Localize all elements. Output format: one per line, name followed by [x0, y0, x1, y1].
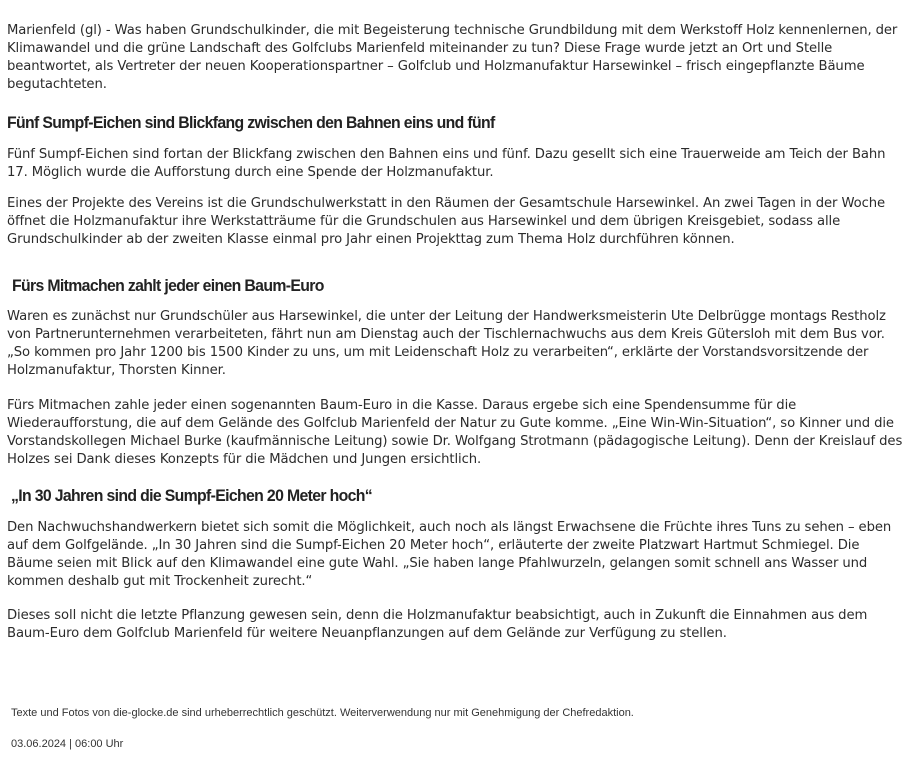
section-heading-1: Fünf Sumpf-Eichen sind Blickfang zwischen den Bahnen eins und fünf [7, 113, 495, 132]
copyright-notice: Texte und Fotos von die-glocke.de sind urheberrechtlich geschützt. Weiterverwendung nur mit Genehmigung der Chefredaktion. [11, 707, 634, 719]
publish-date: 03.06.2024 | 06:00 Uhr [11, 738, 124, 750]
section-heading-3: „In 30 Jahren sind die Sumpf-Eichen 20 Meter hoch“ [11, 486, 373, 505]
section-1-paragraph-1: Fünf Sumpf-Eichen sind fortan der Blickfang zwischen den Bahnen eins und fünf. Dazu gesellt sich eine Trauerweide am Teich der Bahn 17. Möglich wurde die Aufforstung durch eine Spende der Holzmanufaktur. [7, 147, 886, 180]
section-2-paragraph-2: Fürs Mitmachen zahle jeder einen sogenannten Baum-Euro in die Kasse. Daraus ergebe sich eine Spendensumme für die Wiederaufforstung, die auf dem Gelände des Golfclub Marienfeld der Natur zu Gute komme. „Eine Win-Win-Situation“, so Kinner und die Vorstandskollegen Michael Burke (kaufmännische Leitung) sowie Dr. Wolfgang Strotmann (pädagogische Leitung). Denn der Kreislauf des Holzes sei Dank dieses Konzepts für die Mädchen und Jungen ersichtlich. [7, 398, 903, 467]
section-3-paragraph-2: Dieses soll nicht die letzte Pflanzung gewesen sein, denn die Holzmanufaktur beabsichtigt, auch in Zukunft die Einnahmen aus dem Baum-Euro dem Golfclub Marienfeld für weitere Neuanpflanzungen auf dem Gelände zur Verfügung zu stellen. [7, 608, 868, 641]
intro-paragraph: Marienfeld (gl) - Was haben Grundschulkinder, die mit Begeisterung technische Grundbildung mit dem Werkstoff Holz kennenlernen, der Klimawandel und die grüne Landschaft des Golfclubs Marienfeld miteinander zu tun? Diese Frage wurde jetzt an Ort und Stelle beantwortet, als Vertreter der neuen Kooperationspartner – Golfclub und Holzmanufaktur Harsewinkel – frisch eingepflanzte Bäume begutachteten. [7, 23, 898, 92]
section-2-paragraph-1: Waren es zunächst nur Grundschüler aus Harsewinkel, die unter der Leitung der Handwerksmeisterin Ute Delbrügge montags Restholz von Partnerunternehmen verarbeiteten, fährt nun am Dienstag auch der Tischlernachwuchs aus dem Kreis Gütersloh mit dem Bus vor. „So kommen pro Jahr 1200 bis 1500 Kinder zu uns, um mit Leidenschaft Holz zu verarbeiten“, erklärte der Vorstandsvorsitzende der Holzmanufaktur, Thorsten Kinner. [7, 309, 886, 378]
section-1-paragraph-2: Eines der Projekte des Vereins ist die Grundschulwerkstatt in den Räumen der Gesamtschule Harsewinkel. An zwei Tagen in der Woche öffnet die Holzmanufaktur ihre Werkstatträume für die Grundschulen aus Harsewinkel und dem übrigen Kreisgebiet, sodass alle Grundschulkinder ab der zweiten Klasse einmal pro Jahr einen Projekttag zum Thema Holz durchführen können. [7, 196, 886, 247]
section-heading-2: Fürs Mitmachen zahlt jeder einen Baum-Euro [12, 276, 324, 295]
section-3-paragraph-1: Den Nachwuchshandwerkern bietet sich somit die Möglichkeit, auch noch als längst Erwachsene die Früchte ihres Tuns zu sehen – eben auf dem Golfgelände. „In 30 Jahren sind die Sumpf-Eichen 20 Meter hoch“, erläuterte der zweite Platzwart Hartmut Schmiegel. Die Bäume seien mit Blick auf den Klimawandel eine gute Wahl. „Sie haben lange Pfahlwurzeln, gelangen somit schnell ans Wasser und kommen deshalb gut mit Trockenheit zurecht.“ [7, 520, 892, 589]
